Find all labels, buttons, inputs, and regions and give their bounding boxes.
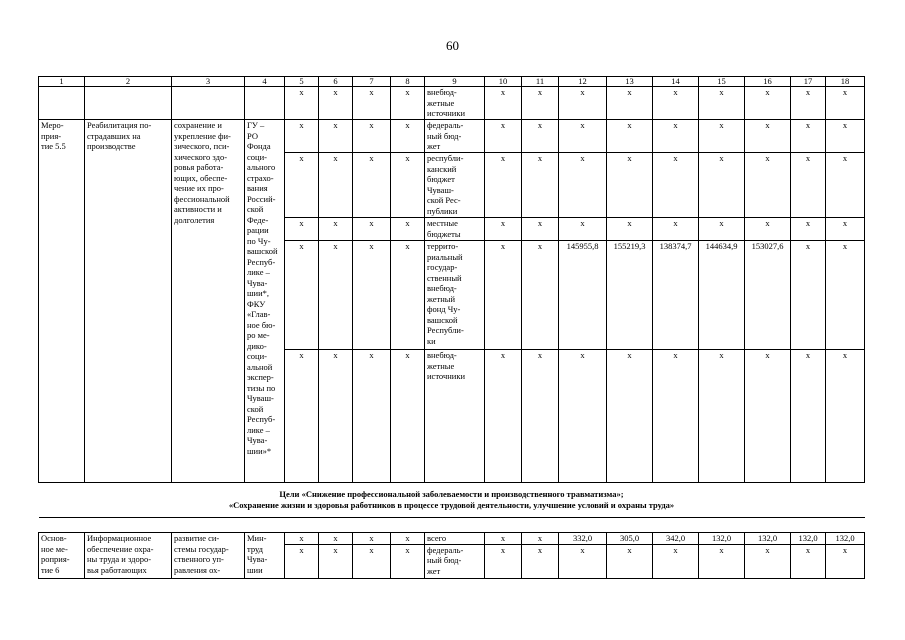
measure-number-cell: Меро- прия- тие 5.5 (39, 120, 85, 483)
value-cell: х (485, 350, 522, 483)
header-cell: 15 (699, 77, 745, 87)
value-cell: х (607, 153, 653, 218)
value-cell: х (607, 87, 653, 120)
value-cell: х (522, 120, 559, 153)
value-cell: 132,0 (745, 533, 791, 545)
value-cell: х (319, 87, 353, 120)
value-cell: х (353, 241, 391, 350)
value-cell: х (353, 120, 391, 153)
value-cell: х (353, 533, 391, 545)
header-cell: 18 (826, 77, 865, 87)
goal-header-row (39, 483, 865, 518)
value-cell: х (391, 120, 425, 153)
empty-cell (172, 87, 245, 120)
value-cell: х (745, 120, 791, 153)
header-cell: 17 (791, 77, 826, 87)
value-cell: х (353, 350, 391, 483)
header-cell: 10 (485, 77, 522, 87)
header-cell: 6 (319, 77, 353, 87)
value-cell: х (699, 120, 745, 153)
value-cell: х (791, 544, 826, 578)
value-cell: х (699, 218, 745, 241)
value-cell: х (791, 87, 826, 120)
measure-number-cell: Основ- ное ме- роприя- тие 6 (39, 533, 85, 579)
value-cell: х (353, 544, 391, 578)
value-cell: х (522, 533, 559, 545)
value-cell: х (653, 218, 699, 241)
value-cell: х (353, 153, 391, 218)
value-cell: х (319, 120, 353, 153)
funding-source-cell: республи- канский бюджет Чуваш- ской Рес- публики (425, 153, 485, 218)
value-cell: х (745, 87, 791, 120)
header-cell: 9 (425, 77, 485, 87)
value-cell: х (485, 87, 522, 120)
value-cell: х (353, 87, 391, 120)
value-cell: х (353, 218, 391, 241)
value-cell: х (319, 218, 353, 241)
value-cell: х (285, 533, 319, 545)
value-cell: х (559, 350, 607, 483)
value-cell: х (522, 544, 559, 578)
column-number-row (39, 77, 865, 87)
value-cell: х (391, 87, 425, 120)
header-cell: 8 (391, 77, 425, 87)
value-cell: х (699, 87, 745, 120)
header-cell: 16 (745, 77, 791, 87)
value-cell: х (522, 153, 559, 218)
value-cell: х (485, 120, 522, 153)
value-cell: х (285, 241, 319, 350)
value-cell: х (559, 153, 607, 218)
value-cell: х (522, 350, 559, 483)
value-cell: х (485, 241, 522, 350)
page-number: 60 (446, 38, 459, 53)
value-cell: х (745, 350, 791, 483)
value-cell: х (607, 350, 653, 483)
value-cell: х (607, 120, 653, 153)
value-cell: х (285, 544, 319, 578)
value-cell: х (319, 241, 353, 350)
value-cell: х (745, 544, 791, 578)
value-cell: 305,0 (607, 533, 653, 545)
value-cell: х (285, 350, 319, 483)
measure-goal-cell: сохранение и укрепление фи- зического, пси- хического здо- ровья работа- ющих, обеспе- чение их про- фессиональной активности и долголетия (172, 120, 245, 483)
value-cell: х (745, 153, 791, 218)
funding-source-cell: террито- риальный государ- ственный внебюд- жетный фонд Чу- вашской Республи- ки (425, 241, 485, 350)
value-cell: х (522, 241, 559, 350)
goal-line-2: «Сохранение жизни и здоровья работников в процессе трудовой деятельности, улучшение условий и охраны труда» (228, 500, 675, 510)
goal-header (39, 483, 865, 518)
value-cell: х (826, 350, 865, 483)
value-cell: х (391, 544, 425, 578)
funding-source-cell: федераль- ный бюд- жет (425, 544, 485, 578)
goal-line-1: Цели «Снижение профессиональной заболеваемости и производственного травматизма»; (279, 489, 624, 499)
value-cell: х (319, 153, 353, 218)
header-cell: 11 (522, 77, 559, 87)
value-cell: х (391, 241, 425, 350)
header-cell: 7 (353, 77, 391, 87)
value-cell: х (607, 218, 653, 241)
value-cell: 155219,3 (607, 241, 653, 350)
measure-title-cell: Информационное обеспечение охра- ны труда и здоро- вья работающих (85, 533, 172, 579)
value-cell: х (745, 218, 791, 241)
empty-cell (245, 87, 285, 120)
value-cell: х (485, 153, 522, 218)
value-cell: 132,0 (826, 533, 865, 545)
value-cell: х (559, 544, 607, 578)
value-cell: х (826, 218, 865, 241)
value-cell: х (791, 218, 826, 241)
funding-source-cell: внебюд- жетные источники (425, 87, 485, 120)
value-cell: х (285, 120, 319, 153)
value-cell: х (319, 533, 353, 545)
value-cell: х (607, 544, 653, 578)
responsible-executor-cell: Мин- труд Чува- шии (245, 533, 285, 579)
program-table (38, 76, 865, 518)
funding-source-cell: всего (425, 533, 485, 545)
value-cell: х (559, 218, 607, 241)
value-cell: 332,0 (559, 533, 607, 545)
header-cell: 13 (607, 77, 653, 87)
header-cell: 14 (653, 77, 699, 87)
table-row (39, 120, 865, 153)
value-cell: 132,0 (791, 533, 826, 545)
value-cell: х (522, 218, 559, 241)
funding-source-cell: внебюд- жетные источники (425, 350, 485, 483)
value-cell: 145955,8 (559, 241, 607, 350)
value-cell: х (653, 544, 699, 578)
empty-cell (39, 87, 85, 120)
value-cell: х (699, 350, 745, 483)
measure-goal-cell: развитие си- стемы государ- ственного уп- равления ох- (172, 533, 245, 579)
value-cell: х (559, 120, 607, 153)
value-cell: х (559, 87, 607, 120)
value-cell: х (699, 153, 745, 218)
value-cell: х (319, 350, 353, 483)
value-cell: 342,0 (653, 533, 699, 545)
header-cell: 12 (559, 77, 607, 87)
value-cell: х (791, 153, 826, 218)
empty-cell (85, 87, 172, 120)
header-cell: 2 (85, 77, 172, 87)
value-cell: х (826, 544, 865, 578)
value-cell: 138374,7 (653, 241, 699, 350)
value-cell: х (653, 153, 699, 218)
responsible-executor-cell: ГУ – РО Фонда соци- ального страхо- вания Россий- ской Феде- рации по Чу- вашской Респуб- лике – Чува- шии*, ФКУ «Глав- ное бю- ро ме- дико- соци- альной экспер- тизы по Чуваш- ской Респуб- лике – Чува- шии»* (245, 120, 285, 483)
value-cell: х (791, 120, 826, 153)
value-cell: х (791, 350, 826, 483)
value-cell: х (522, 87, 559, 120)
value-cell: 153027,6 (745, 241, 791, 350)
table-row (39, 533, 865, 545)
value-cell: х (826, 120, 865, 153)
value-cell: х (485, 533, 522, 545)
value-cell: 144634,9 (699, 241, 745, 350)
value-cell: х (285, 153, 319, 218)
header-cell: 1 (39, 77, 85, 87)
value-cell: х (791, 241, 826, 350)
value-cell: х (391, 350, 425, 483)
header-cell: 5 (285, 77, 319, 87)
value-cell: х (319, 544, 353, 578)
value-cell: х (826, 153, 865, 218)
value-cell: х (285, 87, 319, 120)
value-cell: х (485, 544, 522, 578)
header-cell: 3 (172, 77, 245, 87)
value-cell: 132,0 (699, 533, 745, 545)
measure-title-cell: Реабилитация по- страдавших на производстве (85, 120, 172, 483)
value-cell: х (699, 544, 745, 578)
value-cell: х (653, 120, 699, 153)
value-cell: х (285, 218, 319, 241)
program-table-continued (38, 532, 865, 579)
value-cell: х (653, 87, 699, 120)
value-cell: х (826, 241, 865, 350)
funding-source-cell: местные бюджеты (425, 218, 485, 241)
value-cell: х (653, 350, 699, 483)
value-cell: х (485, 218, 522, 241)
header-cell: 4 (245, 77, 285, 87)
value-cell: х (826, 87, 865, 120)
table-row (39, 87, 865, 120)
funding-source-cell: федераль- ный бюд- жет (425, 120, 485, 153)
value-cell: х (391, 218, 425, 241)
value-cell: х (391, 533, 425, 545)
value-cell: х (391, 153, 425, 218)
